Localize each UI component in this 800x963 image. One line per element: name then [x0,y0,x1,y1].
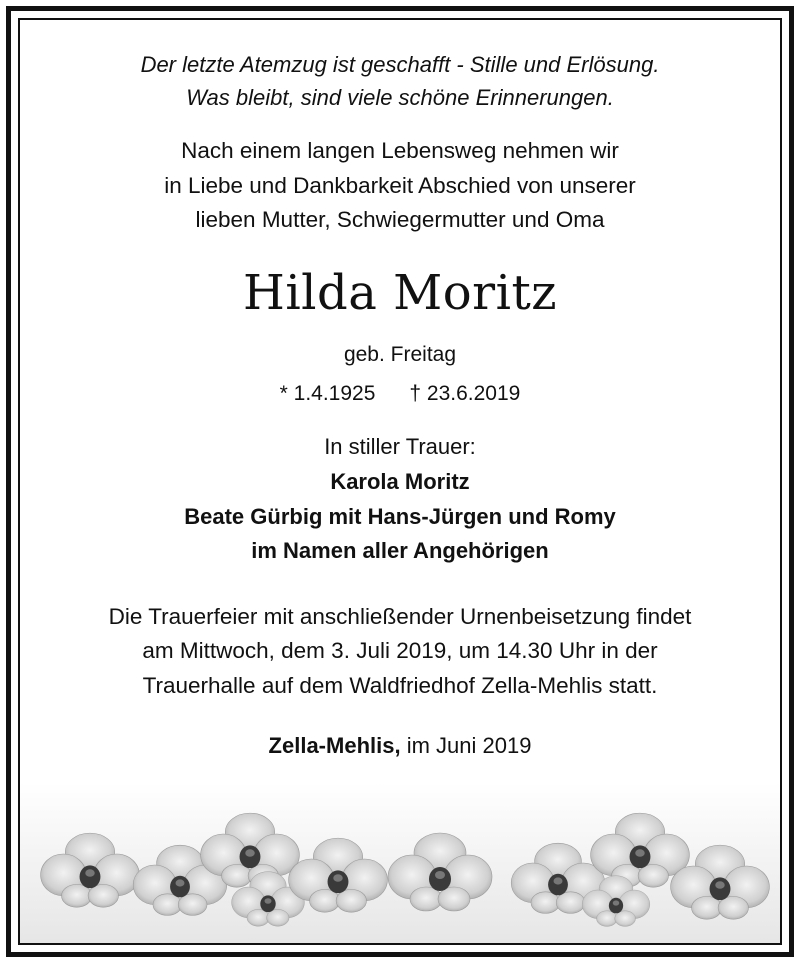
place-and-date [20,733,780,759]
deceased-name: Hilda Moritz [242,265,558,321]
ceremony-line-2: am Mittwoch, dem 3. Juli 2019, um 14.30 Uhr in der [142,638,658,663]
mourner-line-1: Karola Moritz [330,469,470,494]
motto-line-2: Was bleibt, sind viele schöne Erinnerungen. [186,85,614,110]
ceremony-line-3: Trauerhalle auf dem Waldfriedhof Zella-Mehlis statt. [142,673,658,698]
birth-date: * 1.4.1925 [279,382,376,405]
intro-line-3: lieben Mutter, Schwiegermutter und Oma [195,207,605,232]
obituary-card [18,18,782,945]
death-date: † 23.6.2019 [409,382,521,405]
date-text: im Juni 2019 [400,733,532,758]
mourning-heading: In stiller Trauer: [324,434,476,459]
ceremony-line-1: Die Trauerfeier mit anschließender Urnenbeisetzung findet [108,604,692,629]
mourner-line-2: Beate Gürbig mit Hans-Jürgen und Romy [184,504,616,529]
mourner-line-3: im Namen aller Angehörigen [251,538,549,563]
orchid-flowers-image [20,783,780,943]
motto-line-1: Der letzte Atemzug ist geschafft - Stille und Erlösung. [140,52,660,77]
intro-line-2: in Liebe und Dankbarkeit Abschied von unserer [164,173,636,198]
intro-line-1: Nach einem langen Lebensweg nehmen wir [181,138,619,163]
place-name: Zella-Mehlis, [268,733,401,758]
life-dates [20,382,780,406]
birth-name: geb. Freitag [343,343,457,366]
